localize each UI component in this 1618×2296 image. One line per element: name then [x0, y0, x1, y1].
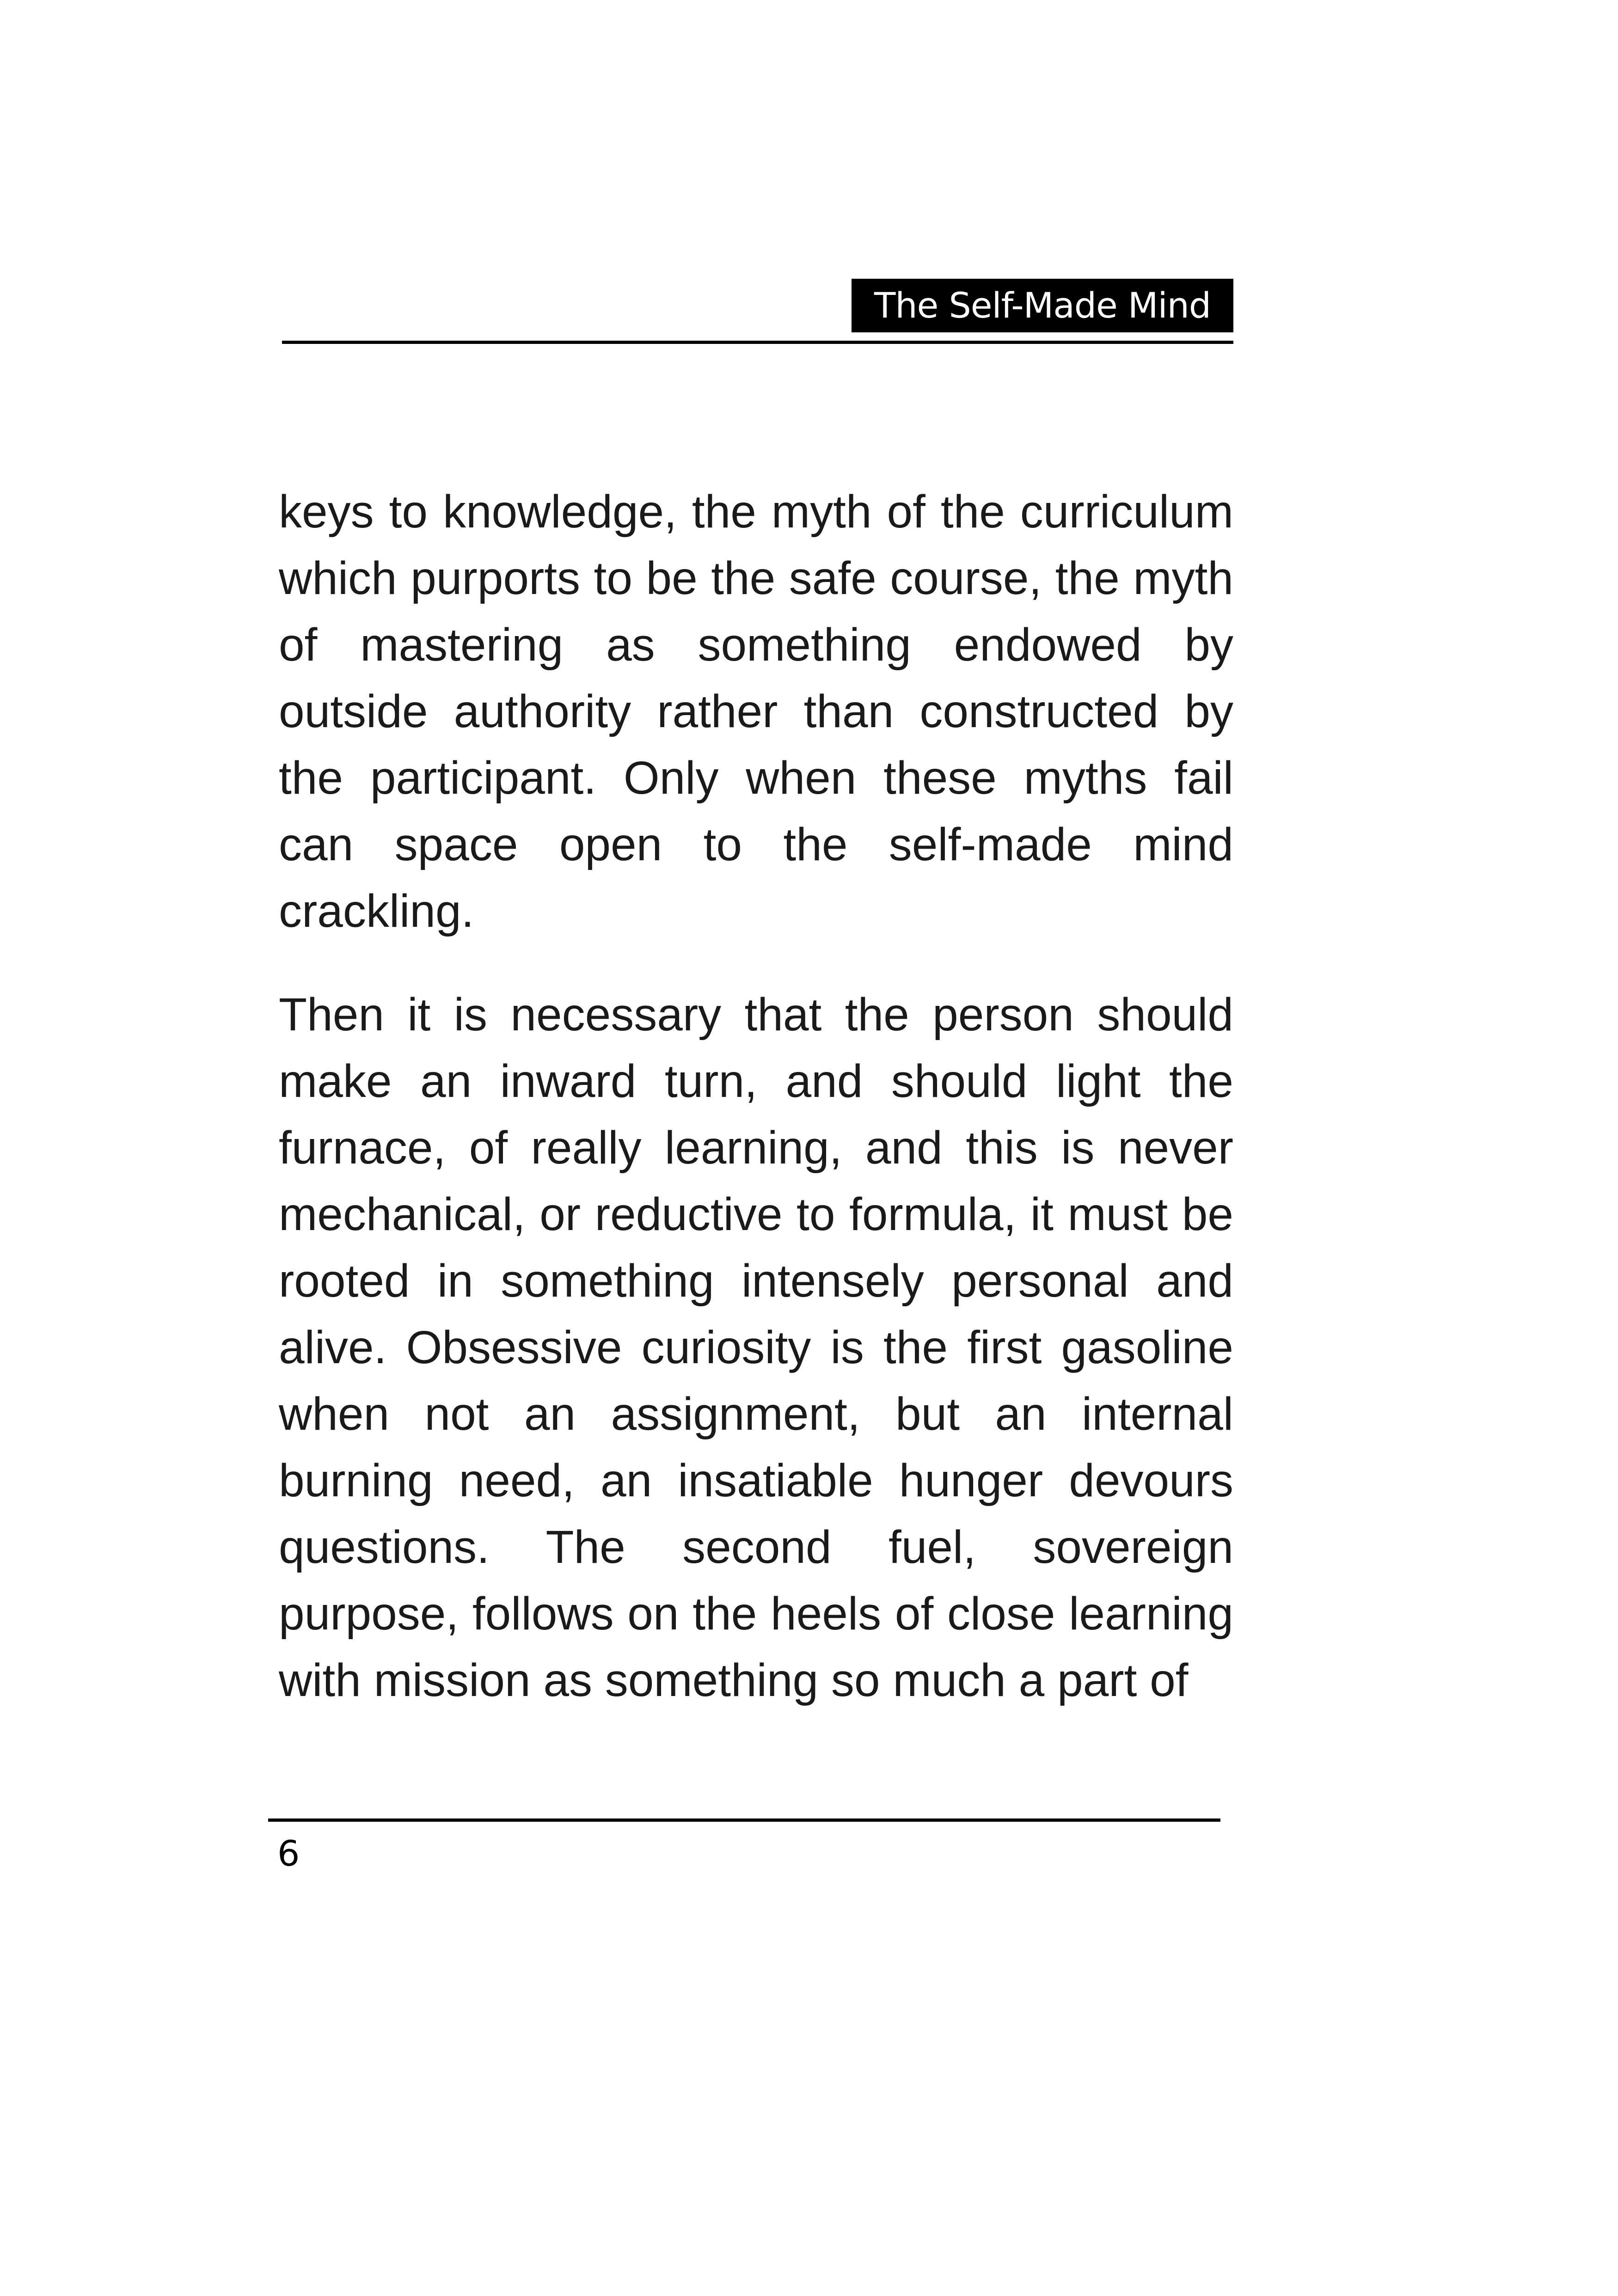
- paragraph: Then it is necessary that the person should make an inward turn, and should light the furnace, of really learning, and this is never mechanical, or reductive to formula, it must be rooted in something intensely personal and alive. Obsessive curiosity is the first gasoline when not an assignment, but an internal burning need, an insatiable hunger devours questions. The second fuel, sovereign purpose, follows on the heels of close learning with mission as something so much a part of: [279, 989, 1233, 1706]
- header-rule: [282, 341, 1233, 344]
- paragraph: keys to knowledge, the myth of the curriculum which purports to be the safe course, the myth of mastering as something endowed by outside authority rather than constructed by the participant. Only when these myths fail can space open to the self-made mind crackling.: [279, 486, 1233, 937]
- footer-rule: [268, 1818, 1220, 1822]
- body-text: [279, 478, 1233, 1751]
- page-number: 6: [277, 1833, 300, 1874]
- running-head-title: The Self-Made Mind: [852, 279, 1233, 332]
